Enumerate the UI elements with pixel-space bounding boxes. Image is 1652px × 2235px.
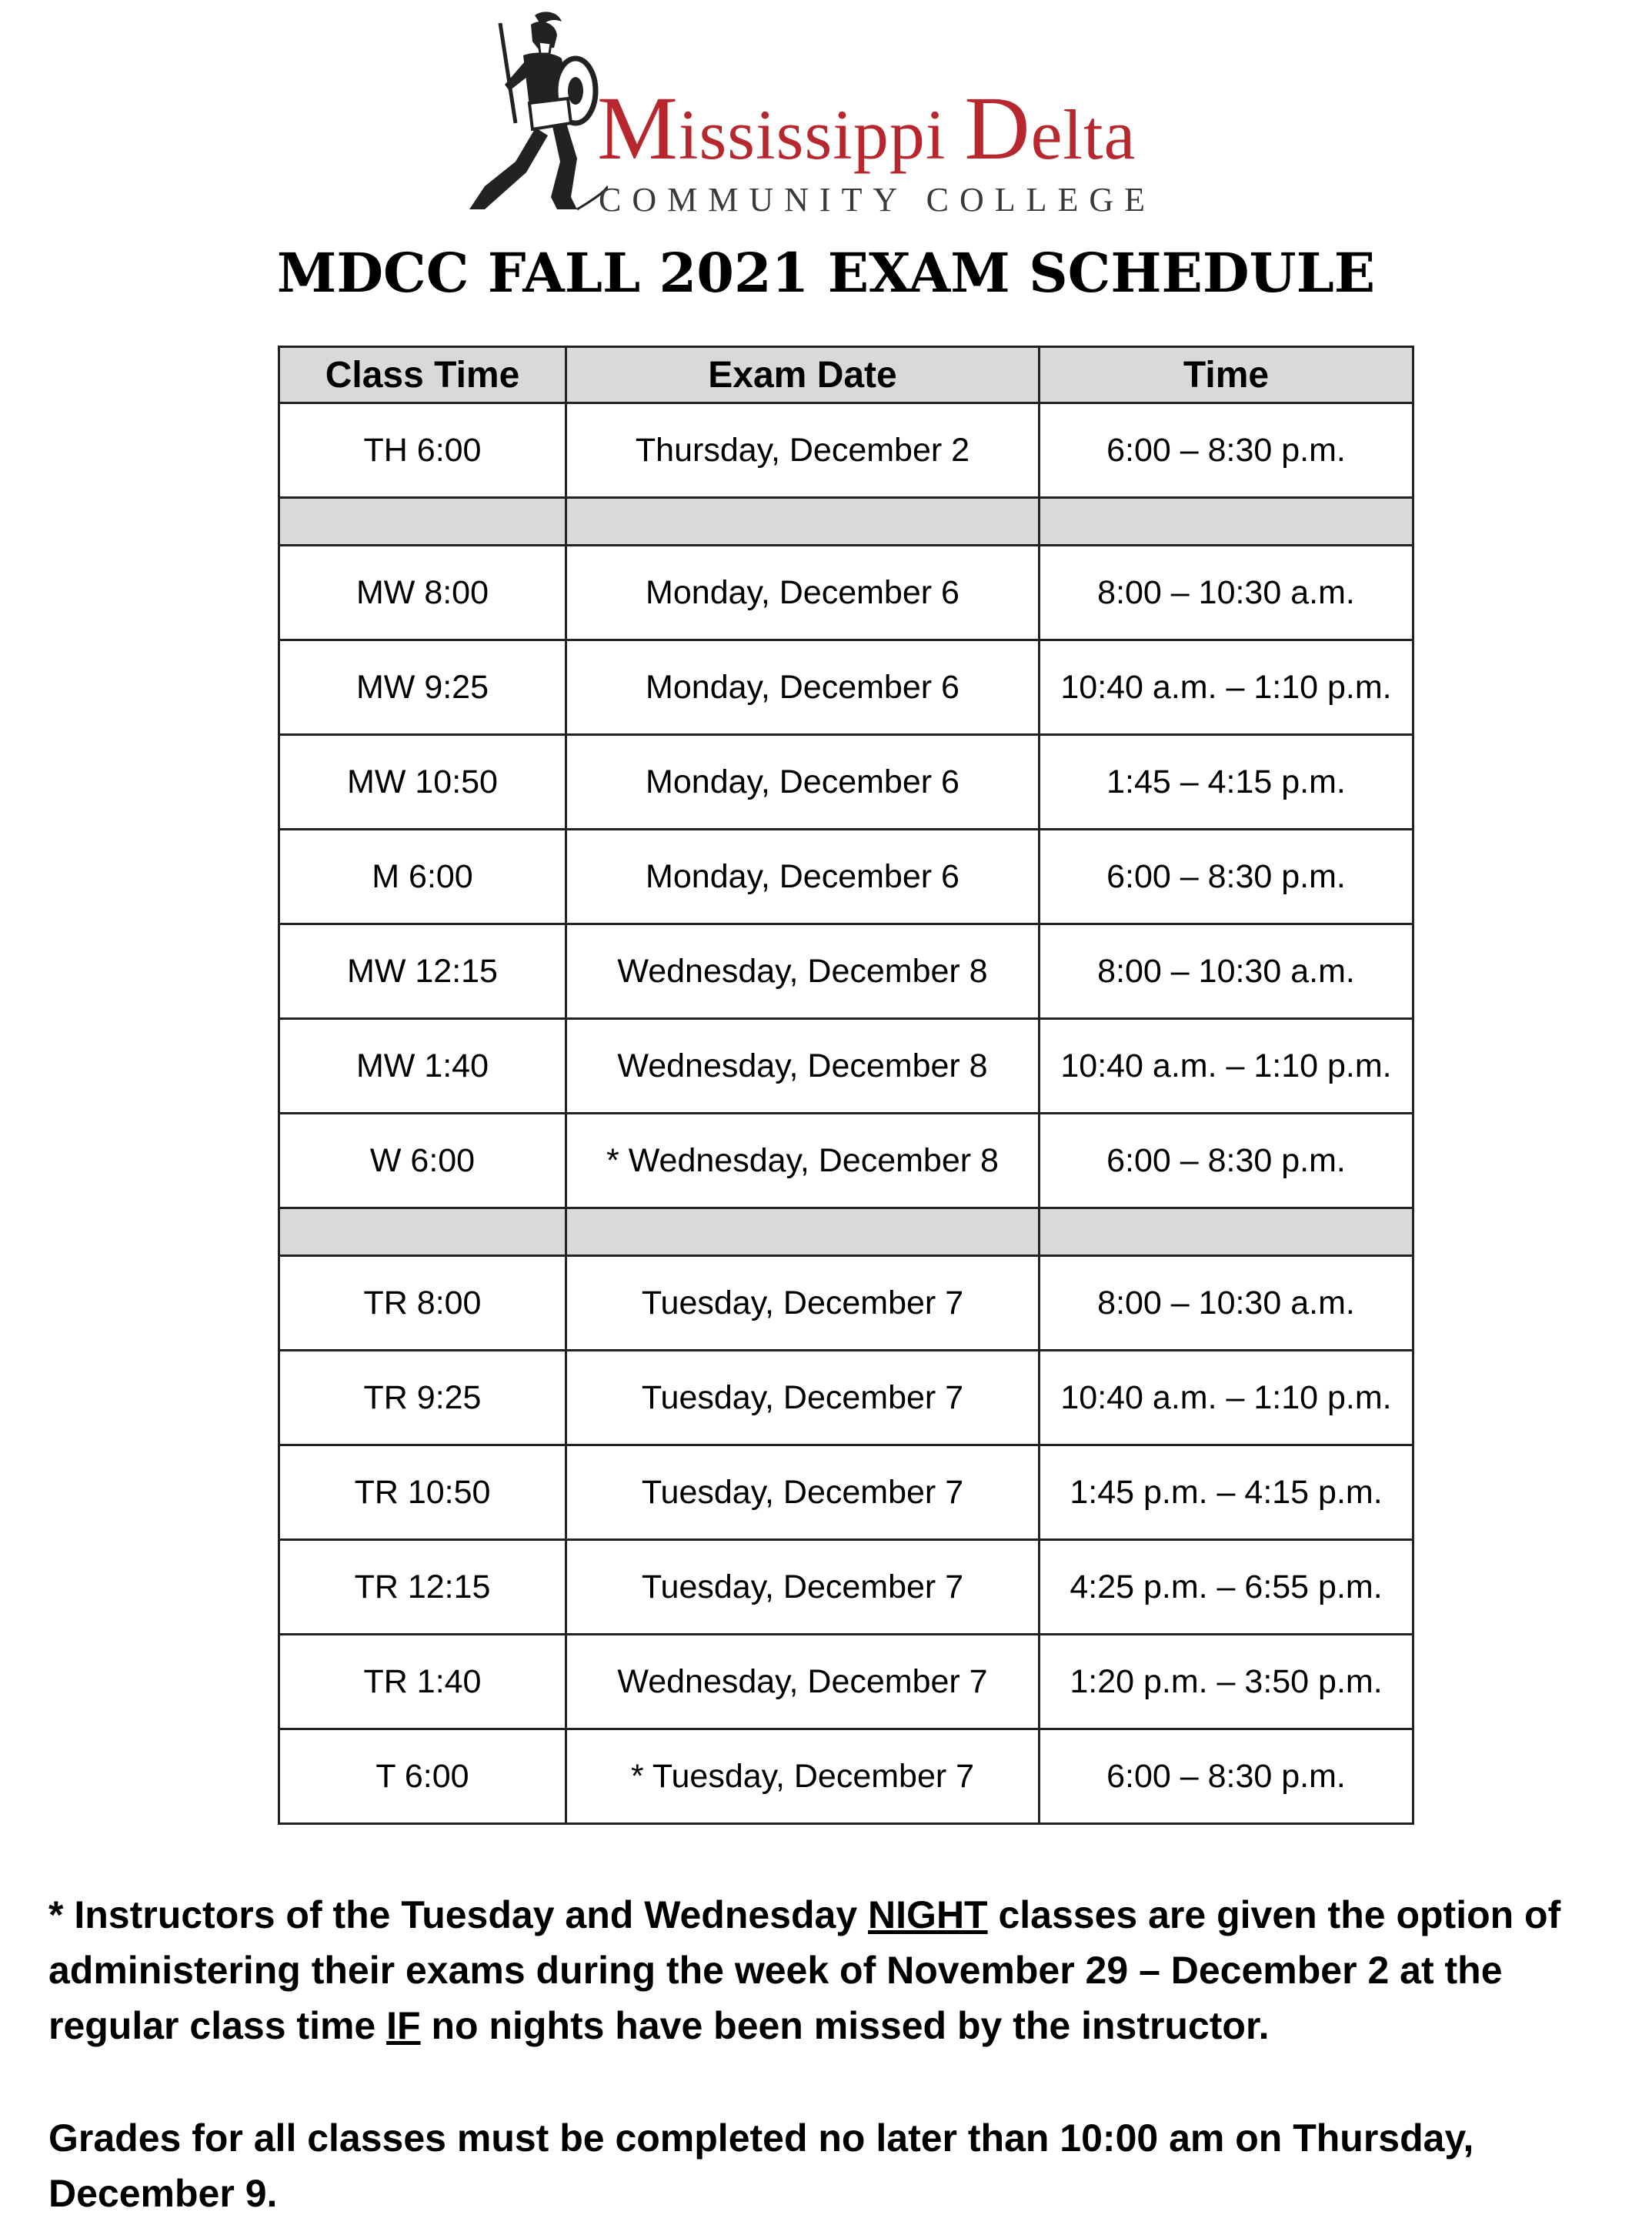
table-row [279,1114,1413,1208]
trojan-warrior-icon [462,8,608,215]
class-time-cell: MW 1:40 [279,1019,566,1114]
exam-time-cell: 1:20 p.m. – 3:50 p.m. [1040,1635,1413,1729]
class-time-cell: TR 9:25 [279,1351,566,1445]
separator-cell [1040,1208,1413,1256]
table-row [279,546,1413,640]
separator-row [279,1208,1413,1256]
exam-time-cell: 6:00 – 8:30 p.m. [1040,1729,1413,1824]
table-row [279,1635,1413,1729]
separator-cell [1040,498,1413,546]
exam-date-cell: Tuesday, December 7 [566,1256,1040,1351]
separator-cell [279,498,566,546]
exam-time-cell: 6:00 – 8:30 p.m. [1040,1114,1413,1208]
class-time-cell: MW 12:15 [279,924,566,1019]
table-row [279,830,1413,924]
exam-time-cell: 8:00 – 10:30 a.m. [1040,546,1413,640]
class-time-cell: TR 1:40 [279,1635,566,1729]
class-time-cell: MW 8:00 [279,546,566,640]
notes-section [48,1887,1610,2221]
exam-time-cell: 10:40 a.m. – 1:10 p.m. [1040,1351,1413,1445]
table-row [279,1351,1413,1445]
night-classes-note: * Instructors of the Tuesday and Wednesday NIGHT classes are given the option of administering their exams during the week of November 29 – December 2 at the regular class time IF no nights have been missed by the instructor. [48,1893,1561,2047]
exam-time-cell: 4:25 p.m. – 6:55 p.m. [1040,1540,1413,1635]
class-time-cell: W 6:00 [279,1114,566,1208]
exam-time-cell: 10:40 a.m. – 1:10 p.m. [1040,640,1413,735]
exam-time-cell: 1:45 – 4:15 p.m. [1040,735,1413,830]
exam-date-cell: Monday, December 6 [566,546,1040,640]
table-row [279,1445,1413,1540]
table-header-row [279,347,1413,403]
exam-time-cell: 10:40 a.m. – 1:10 p.m. [1040,1019,1413,1114]
exam-time-cell: 6:00 – 8:30 p.m. [1040,830,1413,924]
exam-time-cell: 8:00 – 10:30 a.m. [1040,1256,1413,1351]
exam-date-cell: Tuesday, December 7 [566,1445,1040,1540]
table-row [279,1729,1413,1824]
exam-date-cell: Monday, December 6 [566,735,1040,830]
exam-schedule-table [278,346,1414,1825]
exam-date-cell: * Tuesday, December 7 [566,1729,1040,1824]
table-row [279,640,1413,735]
exam-date-cell: Tuesday, December 7 [566,1540,1040,1635]
class-time-cell: M 6:00 [279,830,566,924]
exam-time-cell: 1:45 p.m. – 4:15 p.m. [1040,1445,1413,1540]
class-time-cell: TH 6:00 [279,403,566,498]
exam-date-cell: Wednesday, December 7 [566,1635,1040,1729]
logo-wordmark: Mississippi Delta [597,78,1136,179]
class-time-cell: TR 8:00 [279,1256,566,1351]
if-emphasis: IF [386,2004,421,2047]
college-logo [462,8,1185,219]
separator-cell [566,1208,1040,1256]
table-row [279,924,1413,1019]
column-header-time: Time [1040,347,1413,403]
table-row [279,1256,1413,1351]
exam-date-cell: * Wednesday, December 8 [566,1114,1040,1208]
class-time-cell: TR 10:50 [279,1445,566,1540]
class-time-cell: MW 9:25 [279,640,566,735]
column-header-class-time: Class Time [279,347,566,403]
table-row [279,735,1413,830]
exam-time-cell: 8:00 – 10:30 a.m. [1040,924,1413,1019]
class-time-cell: MW 10:50 [279,735,566,830]
exam-time-cell: 6:00 – 8:30 p.m. [1040,403,1413,498]
table-row [279,1019,1413,1114]
exam-date-cell: Thursday, December 2 [566,403,1040,498]
column-header-exam-date: Exam Date [566,347,1040,403]
exam-date-cell: Monday, December 6 [566,830,1040,924]
exam-date-cell: Tuesday, December 7 [566,1351,1040,1445]
page-title: MDCC FALL 2021 EXAM SCHEDULE [276,241,1376,305]
separator-cell [566,498,1040,546]
exam-date-cell: Wednesday, December 8 [566,1019,1040,1114]
table-row [279,1540,1413,1635]
separator-row [279,498,1413,546]
grades-deadline-note: Grades for all classes must be completed no later than 10:00 am on Thursday, December 9. [48,2116,1474,2215]
logo-subtitle: COMMUNITY COLLEGE [599,181,1156,219]
exam-date-cell: Wednesday, December 8 [566,924,1040,1019]
class-time-cell: T 6:00 [279,1729,566,1824]
exam-date-cell: Monday, December 6 [566,640,1040,735]
night-emphasis: NIGHT [868,1893,988,1936]
class-time-cell: TR 12:15 [279,1540,566,1635]
spacer [48,2053,1610,2110]
separator-cell [279,1208,566,1256]
table-row [279,403,1413,498]
